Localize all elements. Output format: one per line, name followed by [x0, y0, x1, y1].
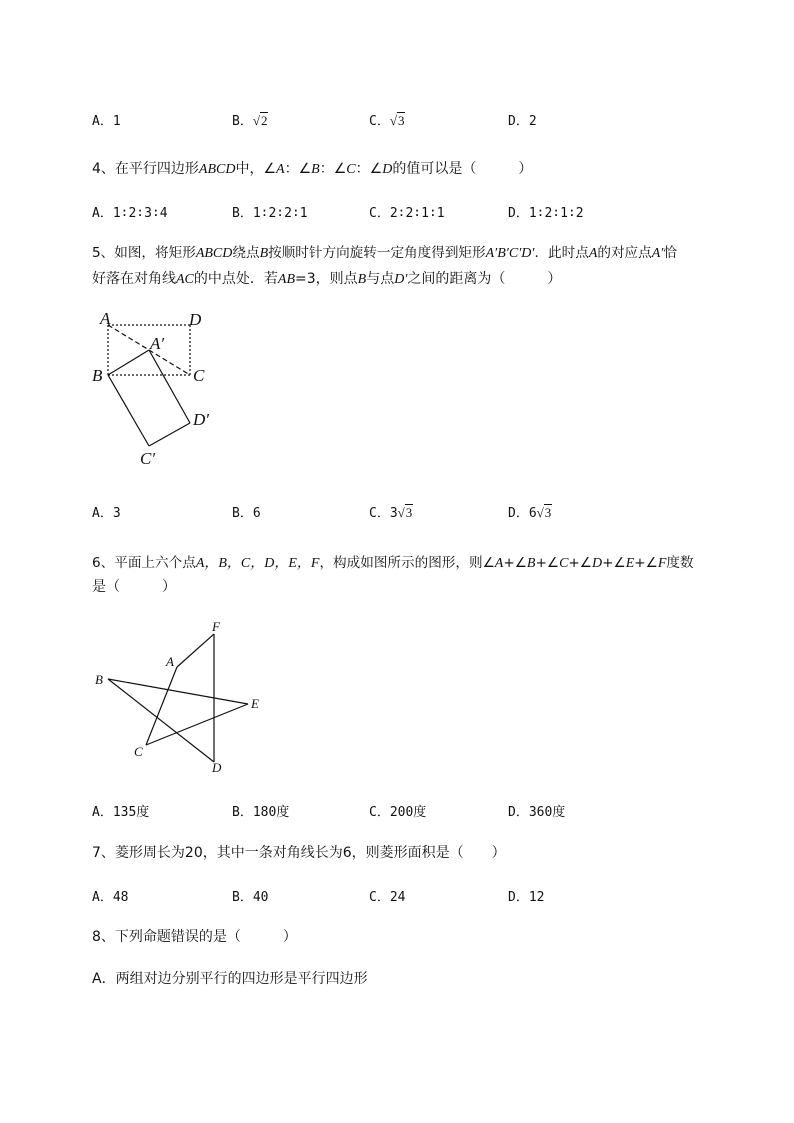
q4-option-a: A．1∶2∶3∶4 [92, 206, 168, 221]
q5-question-line2: 好落在对角线AC的中点处．若AB=3，则点B与点D′之间的距离为（ ） [92, 271, 562, 287]
segment-C-A [146, 667, 177, 745]
q6-star-figure [90, 615, 270, 777]
label-F: F [212, 619, 220, 634]
label-D: D [189, 310, 202, 329]
q5-option-c: C．3√3 [369, 505, 413, 521]
q3-option-d: D．2 [508, 114, 537, 129]
q6-option-b: B．180度 [232, 805, 290, 820]
segment-B-E [108, 679, 248, 704]
q3-option-a: A．1 [92, 114, 121, 129]
sqrt-symbol: √3 [536, 505, 552, 520]
q6-option-d: D．360度 [508, 805, 566, 820]
q4-question: 4、在平行四边形ABCD中，∠A：∠B：∠C：∠D的值可以是（ ） [92, 161, 533, 177]
q7-option-b: B．40 [232, 890, 269, 905]
label-E: E [251, 696, 259, 711]
edge-D1C1 [149, 423, 190, 446]
sqrt-symbol: √3 [397, 505, 413, 520]
sqrt-symbol: √3 [389, 113, 405, 128]
q8-option-a: A．两组对边分别平行的四边形是平行四边形 [92, 971, 368, 987]
q5-option-d: D．6√3 [508, 505, 552, 521]
edge-BA1 [108, 350, 149, 375]
q6-option-c: C．200度 [369, 805, 427, 820]
label-A: A [100, 309, 111, 328]
sqrt-symbol: √2 [252, 113, 268, 128]
segment-A-F [177, 634, 214, 667]
q3-option-c: C．√3 [369, 113, 405, 129]
q4-option-c: C．2∶2∶1∶1 [369, 206, 445, 221]
label-C: C [193, 366, 205, 385]
label-A: A [166, 654, 174, 669]
q5-rectangle-figure [88, 305, 228, 470]
label-B: B [92, 366, 103, 385]
q7-question: 7、菱形周长为20，其中一条对角线长为6，则菱形面积是（ ） [92, 845, 506, 861]
q6-option-a: A．135度 [92, 805, 150, 820]
label-D-prime: D′ [193, 410, 209, 429]
q7-option-a: A．48 [92, 890, 129, 905]
q8-question: 8、下列命题错误的是（ ） [92, 929, 297, 945]
q6-question-line1: 6、平面上六个点A，B，C，D，E，F，构成如图所示的图形，则∠A+∠B+∠C+∠D+∠E+∠F度数 [92, 555, 694, 571]
q7-option-c: C．24 [369, 890, 406, 905]
q6-question-line2: 是（ ） [92, 579, 176, 595]
edge-C1B [108, 375, 149, 446]
edge-A1D1 [149, 350, 190, 423]
q5-option-a: A．3 [92, 506, 121, 521]
q4-option-d: D．1∶2∶1∶2 [508, 206, 584, 221]
q4-option-b: B．1∶2∶2∶1 [232, 206, 308, 221]
label-C-prime: C′ [140, 449, 156, 468]
label-D: D [212, 760, 222, 775]
segment-E-C [146, 704, 248, 745]
label-C: C [134, 744, 143, 759]
q7-option-d: D．12 [508, 890, 545, 905]
q3-option-b: B．√2 [232, 113, 268, 129]
label-A-prime: A′ [150, 334, 165, 353]
q5-question-line1: 5、如图，将矩形ABCD绕点B按顺时针方向旋转一定角度得到矩形A′B′C′D′．此时点A的对应点A′恰 [92, 245, 677, 261]
segment-D-B [108, 679, 214, 762]
q5-option-b: B．6 [232, 506, 261, 521]
label-B: B [95, 672, 103, 687]
